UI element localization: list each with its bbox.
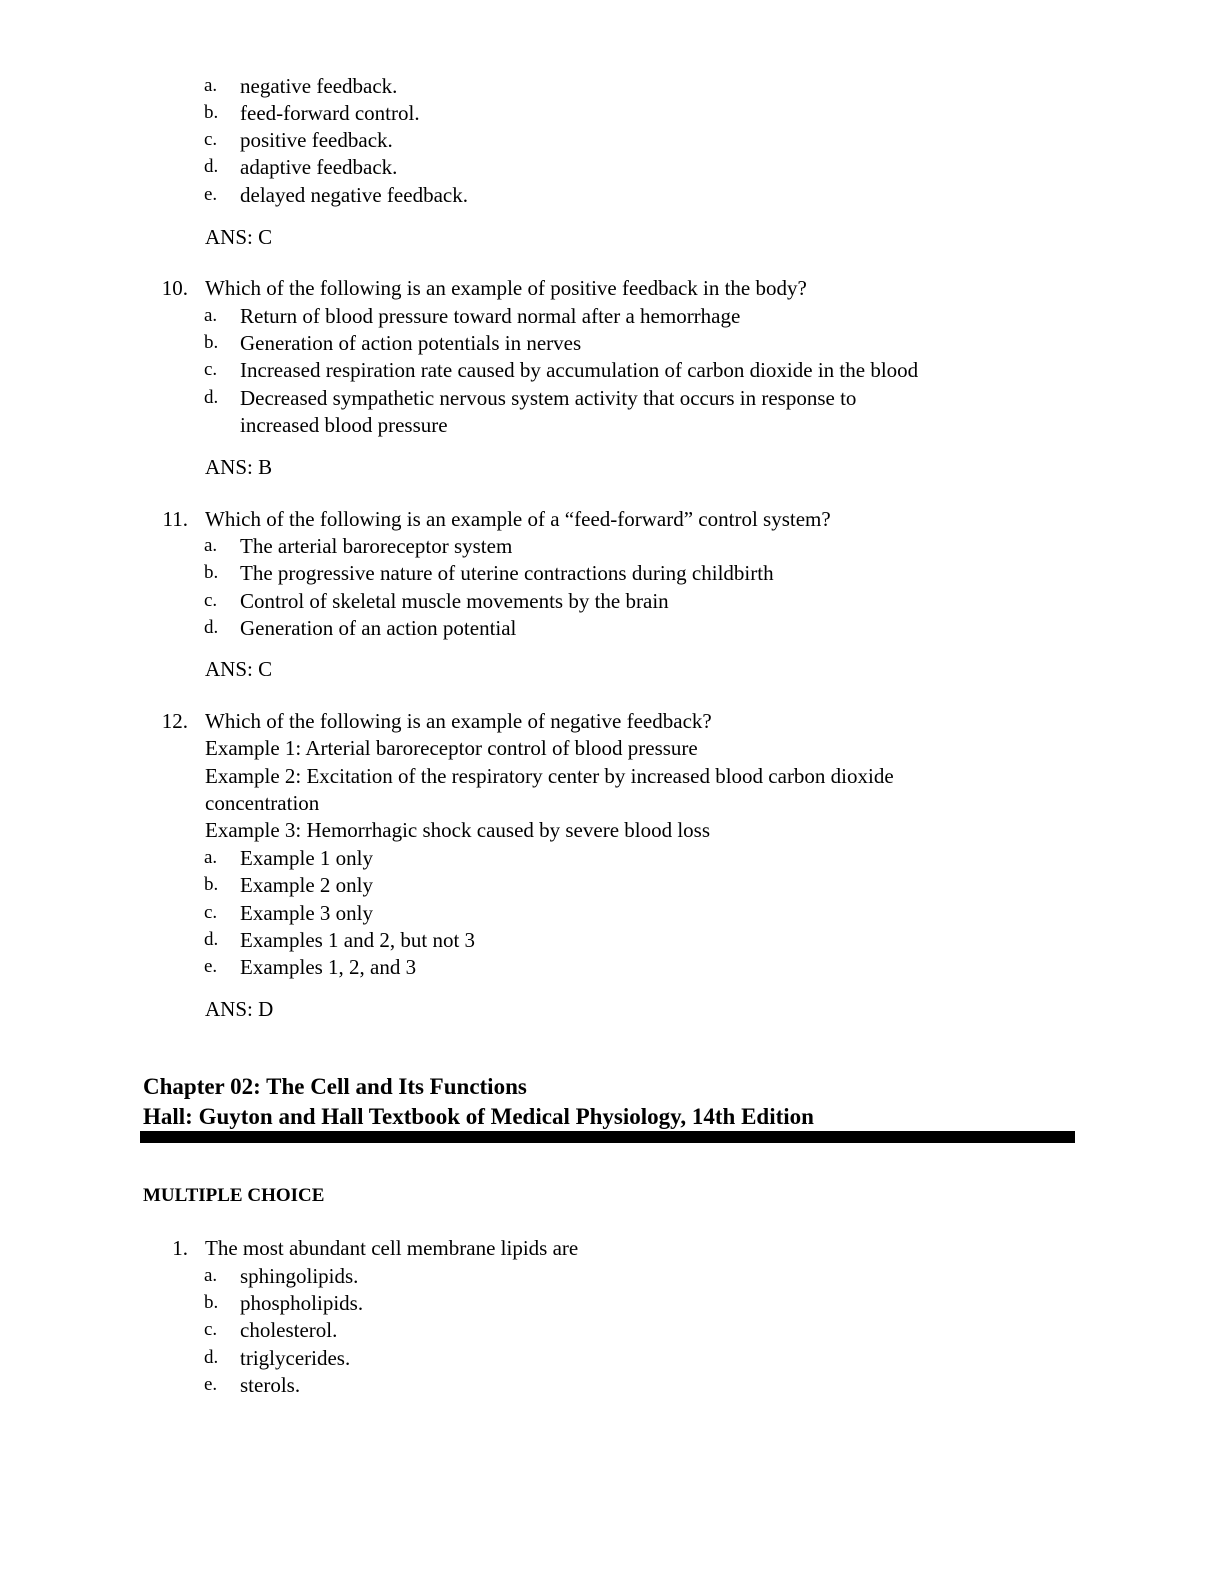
option-letter: e. <box>204 184 218 205</box>
option-text: feed-forward control. <box>240 101 420 125</box>
option-letter: d. <box>204 929 219 950</box>
option-text: The arterial baroreceptor system <box>240 534 513 558</box>
chapter-subtitle: Hall: Guyton and Hall Textbook of Medical Physiology, 14th Edition <box>143 1104 814 1129</box>
option-letter: c. <box>204 590 218 611</box>
answer-key: ANS: C <box>205 225 273 249</box>
question-number: 1. <box>172 1236 188 1260</box>
option-text: delayed negative feedback. <box>240 183 468 207</box>
option-text: Control of skeletal muscle movements by the brain <box>240 589 669 613</box>
option-letter: a. <box>204 535 218 556</box>
option-text: Example 1 only <box>240 846 373 870</box>
chapter-title: Chapter 02: The Cell and Its Functions <box>143 1074 527 1099</box>
answer-key: ANS: D <box>205 997 274 1021</box>
question-number: 10. <box>161 276 188 300</box>
question-stem: The most abundant cell membrane lipids are <box>205 1236 579 1260</box>
question-number: 11. <box>162 507 188 531</box>
option-letter: c. <box>204 359 218 380</box>
option-text: positive feedback. <box>240 128 393 152</box>
question-stem: Which of the following is an example of a “feed-forward” control system? <box>205 507 831 531</box>
option-text: Generation of an action potential <box>240 616 517 640</box>
option-text: sterols. <box>240 1373 301 1397</box>
answer-key: ANS: C <box>205 657 273 681</box>
example-line: concentration <box>205 791 320 815</box>
option-letter: d. <box>204 1347 219 1368</box>
question-stem: Which of the following is an example of negative feedback? <box>205 709 712 733</box>
option-text: sphingolipids. <box>240 1264 359 1288</box>
option-letter: b. <box>204 332 219 353</box>
option-letter: e. <box>204 1374 218 1395</box>
question-stem: Which of the following is an example of positive feedback in the body? <box>205 276 807 300</box>
option-text: The progressive nature of uterine contractions during childbirth <box>240 561 774 585</box>
example-line: Example 2: Excitation of the respiratory center by increased blood carbon dioxide <box>205 764 894 788</box>
option-text: Examples 1, 2, and 3 <box>240 955 417 979</box>
option-letter: d. <box>204 156 219 177</box>
option-letter: c. <box>204 902 218 923</box>
option-letter: b. <box>204 562 219 583</box>
option-letter: e. <box>204 956 218 977</box>
example-line: Example 3: Hemorrhagic shock caused by severe blood loss <box>205 818 711 842</box>
option-letter: a. <box>204 305 218 326</box>
option-letter: a. <box>204 847 218 868</box>
option-text: Return of blood pressure toward normal after a hemorrhage <box>240 304 741 328</box>
example-line: Example 1: Arterial baroreceptor control of blood pressure <box>205 736 698 760</box>
option-letter: b. <box>204 102 219 123</box>
option-text: Decreased sympathetic nervous system activity that occurs in response to <box>240 386 857 410</box>
option-letter: c. <box>204 129 218 150</box>
section-heading: MULTIPLE CHOICE <box>143 1185 325 1206</box>
option-letter: b. <box>204 874 219 895</box>
option-text: adaptive feedback. <box>240 155 398 179</box>
option-letter: d. <box>204 387 219 408</box>
option-text: Example 2 only <box>240 873 373 897</box>
option-text: phospholipids. <box>240 1291 364 1315</box>
option-text: negative feedback. <box>240 74 398 98</box>
option-letter: b. <box>204 1292 219 1313</box>
option-text: Examples 1 and 2, but not 3 <box>240 928 476 952</box>
option-text: Example 3 only <box>240 901 373 925</box>
option-letter: a. <box>204 75 218 96</box>
answer-key: ANS: B <box>205 455 273 479</box>
option-text: cholesterol. <box>240 1318 338 1342</box>
option-letter: d. <box>204 617 219 638</box>
heading-rule <box>140 1131 1075 1143</box>
option-letter: a. <box>204 1265 218 1286</box>
option-letter: c. <box>204 1319 218 1340</box>
option-text: Generation of action potentials in nerves <box>240 331 582 355</box>
option-text: Increased respiration rate caused by accumulation of carbon dioxide in the blood <box>240 358 919 382</box>
question-number: 12. <box>161 709 188 733</box>
option-text-continued: increased blood pressure <box>240 413 448 437</box>
option-text: triglycerides. <box>240 1346 351 1370</box>
